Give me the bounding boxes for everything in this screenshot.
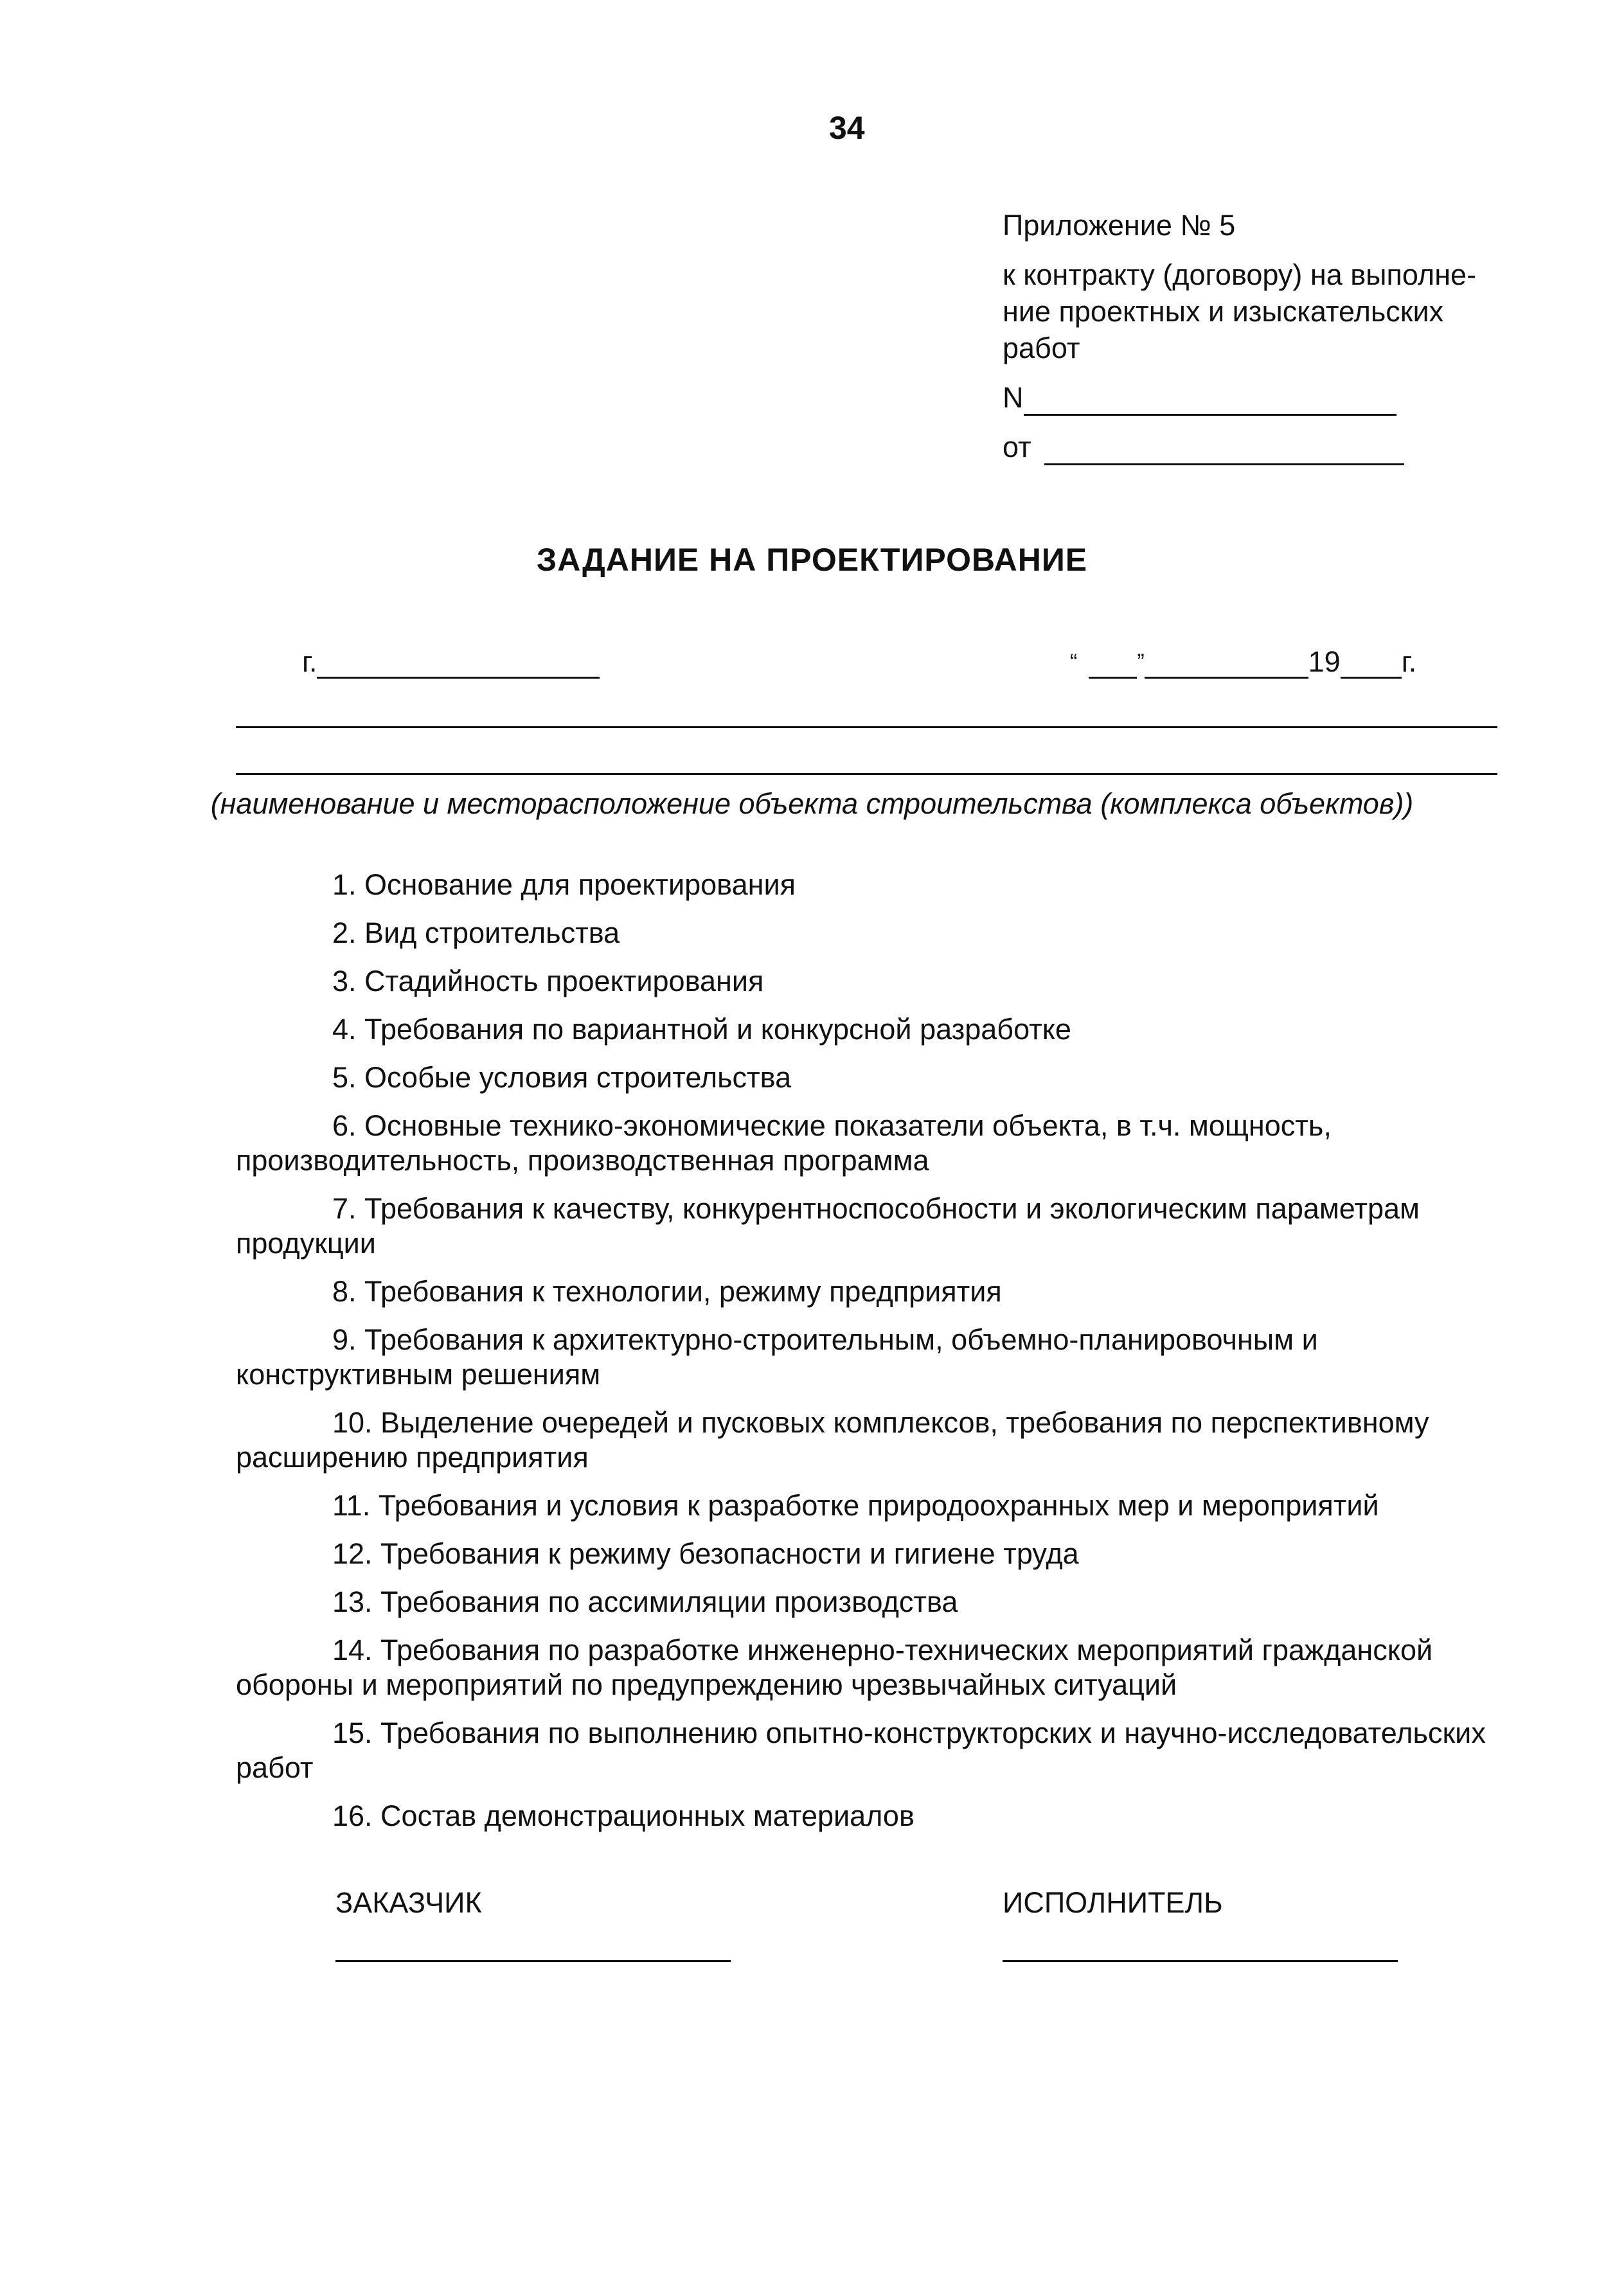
contract-date-field[interactable]	[1044, 435, 1404, 465]
appendix-title: Приложение № 5	[1003, 209, 1236, 242]
list-item: 16. Состав демонстрационных материалов	[332, 1799, 915, 1832]
requirements-list	[236, 868, 1497, 1847]
contract-number-field[interactable]	[1024, 386, 1396, 416]
object-caption: (наименование и месторасположение объекта строительства (комплекса объектов))	[210, 787, 1414, 820]
day-field[interactable]	[1089, 648, 1137, 679]
page-number: 34	[829, 110, 865, 146]
close-quote: ”	[1137, 650, 1145, 674]
list-item: 6. Основные технико-экономические показатели объекта, в т.ч. мощность, производительность, производственная программа	[236, 1109, 1332, 1177]
contractor-label: ИСПОЛНИТЕЛЬ	[1003, 1886, 1223, 1919]
month-field[interactable]	[1145, 648, 1308, 679]
object-line-2[interactable]	[236, 773, 1497, 775]
list-item: 1. Основание для проектирования	[332, 868, 796, 901]
list-item: 2. Вид строительства	[332, 916, 620, 949]
appendix-line-2: ние проектных и изыскательских	[1003, 295, 1444, 328]
list-item: 4. Требования по вариантной и конкурсной разработке	[332, 1013, 1071, 1046]
list-item: 7. Требования к качеству, конкурентноспособности и экологическим параметрам продукции	[236, 1192, 1420, 1260]
contract-date-label: от	[1003, 431, 1031, 463]
date-row	[1070, 645, 1416, 679]
appendix-block	[1003, 207, 1530, 465]
document-title: ЗАДАНИЕ НА ПРОЕКТИРОВАНИЕ	[536, 542, 1088, 578]
contract-date-row	[1003, 429, 1530, 465]
city-field[interactable]	[317, 648, 600, 679]
list-item: 8. Требования к технологии, режиму предприятия	[332, 1275, 1002, 1308]
appendix-line-3: работ	[1003, 332, 1080, 364]
year-field[interactable]	[1341, 648, 1402, 679]
list-item: 13. Требования по ассимиляции производства	[332, 1585, 958, 1618]
list-item: 12. Требования к режиму безопасности и гигиене труда	[332, 1537, 1079, 1570]
contractor-signature-line[interactable]	[1003, 1960, 1398, 1962]
contract-number-label: N	[1003, 381, 1024, 414]
list-item: 9. Требования к архитектурно-строительным, объемно-планировочным и конструктивным решениям	[236, 1323, 1318, 1391]
list-item: 14. Требования по разработке инженерно-технических мероприятий гражданской обороны и мероприятий по предупреждению чрезвычайных ситуаций	[236, 1634, 1433, 1701]
list-item: 15. Требования по выполнению опытно-конструкторских и научно-исследовательских работ	[236, 1717, 1486, 1784]
open-quote: “	[1070, 650, 1078, 674]
customer-label: ЗАКАЗЧИК	[335, 1886, 482, 1919]
contract-number-row	[1003, 379, 1530, 416]
city-row	[302, 645, 600, 679]
object-line-1[interactable]	[236, 726, 1497, 728]
customer-signature-line[interactable]	[335, 1960, 731, 1962]
list-item: 3. Стадийность проектирования	[332, 965, 764, 997]
appendix-line-1: к контракту (договору) на выполне-	[1003, 258, 1477, 291]
year-prefix: 19	[1308, 645, 1341, 678]
list-item: 10. Выделение очередей и пусковых комплексов, требования по перспективному расширению предприятия	[236, 1406, 1429, 1474]
list-item: 5. Особые условия строительства	[332, 1061, 792, 1094]
city-label: г.	[302, 645, 317, 678]
year-suffix: г.	[1401, 645, 1417, 678]
list-item: 11. Требования и условия к разработке природоохранных мер и мероприятий	[332, 1489, 1379, 1522]
